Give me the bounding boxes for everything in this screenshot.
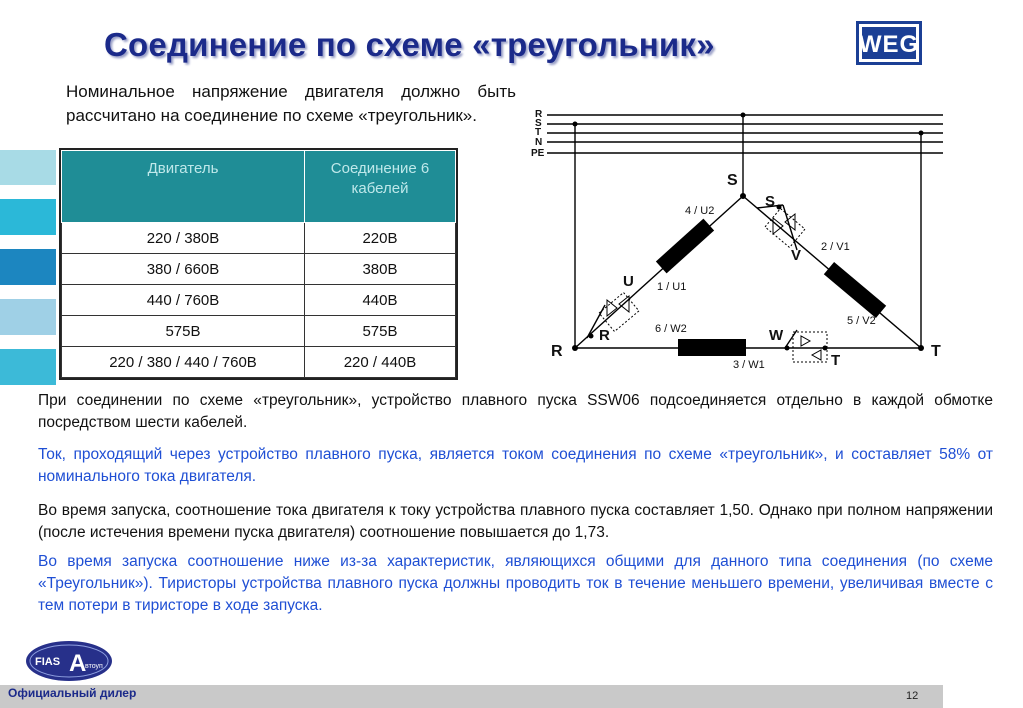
intro-text: Номинальное напряжение двигателя должно быть рассчитано на соединение по схеме «треугольник». bbox=[66, 82, 516, 125]
table-cell: 380В bbox=[305, 254, 456, 285]
footer-band bbox=[0, 685, 943, 708]
paragraph-current: Ток, проходящий через устройство плавного пуска, является током соединения по схеме «треугольник», и составляет 58% от номинального тока двигателя. bbox=[38, 446, 993, 485]
fias-text: FIAS bbox=[35, 656, 61, 668]
table-cell: 220 / 440В bbox=[305, 347, 456, 378]
scr-label-u: U bbox=[623, 273, 634, 290]
table-cell: 220 / 380 / 440 / 760В bbox=[62, 347, 305, 378]
table-row bbox=[62, 347, 456, 378]
node-label-s: S bbox=[727, 172, 738, 189]
header-motor: Двигатель bbox=[62, 151, 305, 223]
winding-label-w1: 3 / W1 bbox=[733, 359, 765, 371]
table-cell: 220В bbox=[305, 223, 456, 254]
scr-label-v: V bbox=[791, 247, 802, 264]
table-row bbox=[62, 254, 456, 285]
side-block-5 bbox=[0, 349, 56, 385]
header-connection: Соединение 6 кабелей bbox=[305, 151, 456, 223]
table-row bbox=[62, 316, 456, 347]
scr-label-r: R bbox=[599, 327, 610, 344]
paragraph-thyristors: Во время запуска соотношение ниже из-за характеристик, являющихся общими для данного типа соединения (по схеме «Треугольник»). Тиристоры устройства плавного пуска должны проводить ток в течение меньшего времени, увеличивая вместе с тем потери в тиристоре в ходе запуска. bbox=[38, 553, 993, 614]
winding-label-v1: 2 / V1 bbox=[821, 241, 850, 253]
bus-label-s: S bbox=[535, 118, 542, 129]
bus-label-n: N bbox=[535, 137, 543, 148]
fias-text-right: втоуп bbox=[85, 663, 103, 670]
page-title: Соединение по схеме «треугольник» bbox=[104, 26, 715, 63]
winding-v bbox=[824, 262, 886, 318]
side-block-2 bbox=[0, 199, 56, 235]
side-block-1 bbox=[0, 150, 56, 185]
side-block-3 bbox=[0, 249, 56, 285]
winding-label-v2: 5 / V2 bbox=[847, 315, 876, 327]
table-cell: 440В bbox=[305, 285, 456, 316]
delta-connection-diagram bbox=[525, 100, 955, 390]
table-row bbox=[62, 223, 456, 254]
scr-label-t: T bbox=[831, 352, 841, 369]
side-block-4 bbox=[0, 299, 56, 335]
table-cell: 380 / 660В bbox=[62, 254, 305, 285]
official-dealer-label: Официальный дилер bbox=[8, 686, 137, 700]
table-cell: 575В bbox=[62, 316, 305, 347]
bus-label-t: T bbox=[535, 127, 542, 138]
winding-label-u1: 1 / U1 bbox=[657, 281, 687, 293]
table-cell: 440 / 760В bbox=[62, 285, 305, 316]
page-number: 12 bbox=[906, 690, 919, 702]
fias-letter-a: A bbox=[69, 650, 87, 677]
winding-label-w2: 6 / W2 bbox=[655, 323, 687, 335]
logo-text: WEG bbox=[858, 31, 920, 58]
winding-u bbox=[656, 219, 714, 274]
bus-label-pe: PE bbox=[531, 148, 545, 159]
table-cell: 220 / 380В bbox=[62, 223, 305, 254]
winding-label-u2: 4 / U2 bbox=[685, 205, 715, 217]
paragraph-connection: При соединении по схеме «треугольник», устройство плавного пуска SSW06 подсоединяется отдельно в каждой обмотке посредством шести кабелей. bbox=[38, 392, 993, 431]
paragraph-ratio: Во время запуска, соотношение тока двигателя к току устройства плавного пуска составляет 1,50. Однако при полном напряжении (после истечения времени пуска двигателя) соотношение повышается до 1,73. bbox=[38, 502, 993, 541]
winding-w bbox=[678, 339, 746, 356]
table-row bbox=[62, 285, 456, 316]
connection-table bbox=[61, 150, 456, 378]
scr-label-s: S bbox=[765, 193, 776, 210]
weg-logo bbox=[856, 21, 922, 65]
bus-label-r: R bbox=[535, 109, 543, 120]
table-header-row bbox=[62, 151, 456, 223]
table-cell: 575В bbox=[305, 316, 456, 347]
node-label-r: R bbox=[551, 343, 563, 360]
node-label-t: T bbox=[931, 343, 941, 360]
fias-logo bbox=[25, 640, 113, 682]
scr-label-w: W bbox=[769, 327, 784, 344]
